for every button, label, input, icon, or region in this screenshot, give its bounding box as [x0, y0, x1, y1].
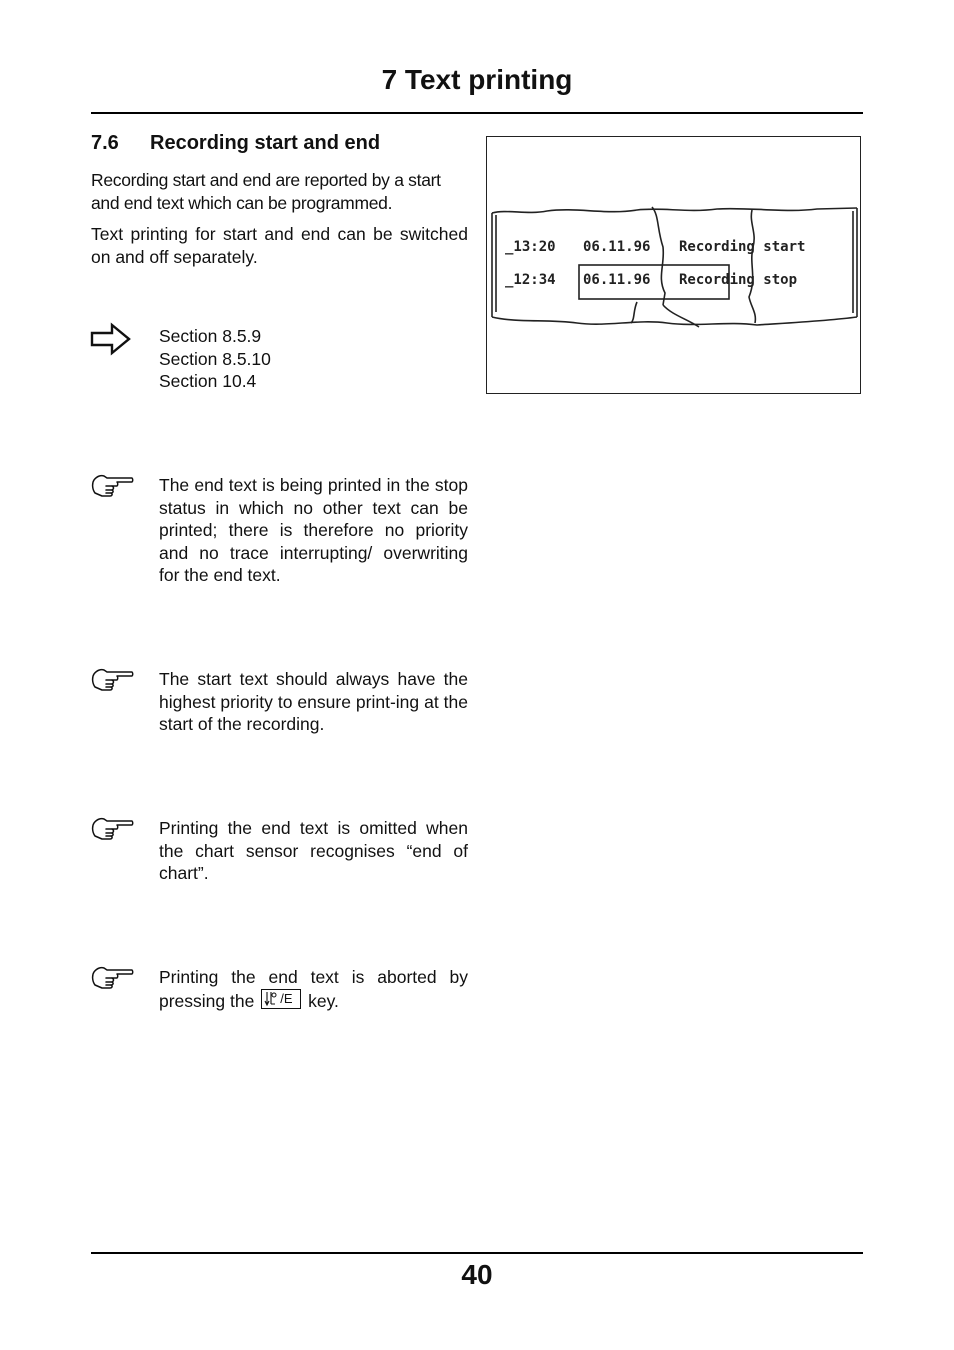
footer-rule: [91, 1252, 863, 1254]
note-abort-text: Printing the end text is aborted by pressing the: [159, 967, 468, 1011]
right-arrow-icon: [90, 322, 132, 356]
printout-text: [487, 137, 862, 395]
line2-time: _12:34: [505, 272, 556, 288]
cross-reference-list: [159, 325, 271, 393]
section-title: Recording start and end: [150, 132, 381, 154]
note-start-text-priority: The start text should always have the highest priority to ensure print-ing at the start of the recording.: [159, 669, 468, 734]
page-number: 40: [461, 1259, 493, 1290]
intro-paragraph: Recording start and end are reported by a start and end text which can be programmed.: [91, 170, 441, 213]
xref-item[interactable]: Section 8.5.9: [159, 326, 262, 346]
enter-key-icon: [261, 989, 301, 1009]
section-number: 7.6: [91, 132, 119, 154]
section-heading: [91, 130, 380, 156]
xref-item[interactable]: Section 8.5.10: [159, 348, 271, 369]
note-abort-key-word: key.: [308, 990, 339, 1011]
note-abort-end-text: [159, 966, 468, 1012]
pointing-hand-icon: [90, 966, 134, 990]
switch-paragraph: Text printing for start and end can be switched on and off separately.: [91, 224, 468, 267]
xref-item[interactable]: Section 10.4: [159, 371, 257, 391]
line1-time: _13:20: [505, 239, 556, 255]
header-rule: [91, 112, 863, 114]
line1-date: 06.11.96: [583, 239, 651, 255]
printout-figure: [486, 136, 861, 394]
line2-text: Recording stop: [679, 272, 798, 288]
pointing-hand-icon: [90, 668, 134, 692]
pointing-hand-icon: [90, 474, 134, 498]
line1-text: Recording start: [679, 239, 806, 255]
line2-date: 06.11.96: [583, 272, 651, 288]
pointing-hand-icon: [90, 817, 134, 841]
enter-key-label: /E: [280, 990, 293, 1006]
chapter-title: 7 Text printing: [381, 64, 573, 95]
note-end-of-chart: Printing the end text is omitted when the chart sensor recognises “end of chart”.: [159, 818, 468, 883]
note-end-text-stop-status: The end text is being printed in the stop status in which no other text can be printed; there is therefore no priority and no trace interrupting/ overwriting for the end text.: [159, 475, 468, 585]
